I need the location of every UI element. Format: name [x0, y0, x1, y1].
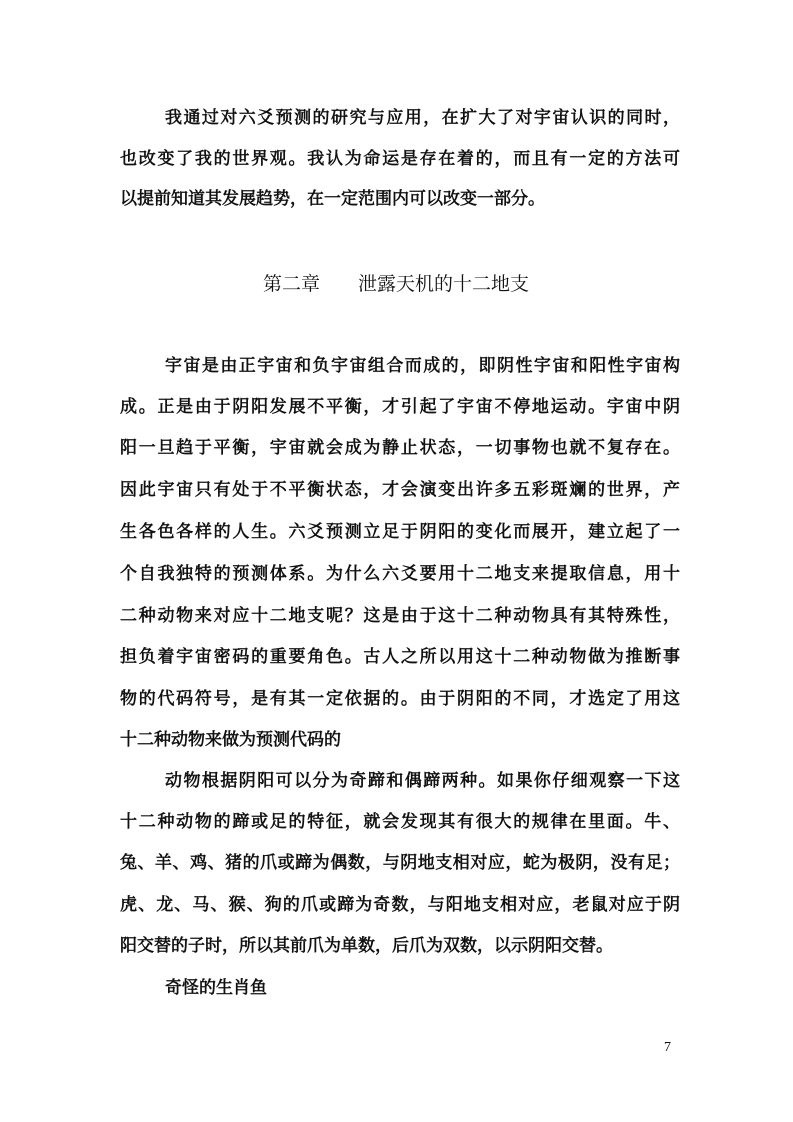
text-line: 生各色各样的人生。六爻预测立足于阴阳的变化而展开，建立起了一 — [120, 522, 680, 542]
chapter-heading — [263, 271, 529, 297]
text-line: 物的代码符号，是有其一定依据的。由于阴阳的不同，才选定了用这 — [120, 689, 680, 709]
text-line: 个自我独特的预测体系。为什么六爻要用十二地支来提取信息，用十 — [120, 564, 680, 584]
text-line: 我通过对六爻预测的研究与应用，在扩大了对宇宙认识的同时， — [165, 108, 680, 128]
text-line: 宇宙是由正宇宙和负宇宙组合而成的，即阴性宇宙和阳性宇宙构 — [165, 356, 680, 376]
text-line: 动物根据阴阳可以分为奇蹄和偶蹄两种。如果你仔细观察一下这 — [165, 771, 680, 791]
text-line: 阳交替的子时，所以其前爪为单数，后爪为双数，以示阴阳交替。 — [120, 936, 613, 956]
text-line: 阳一旦趋于平衡，宇宙就会成为静止状态，一切事物也就不复存在。 — [120, 438, 680, 458]
text-line: 虎、龙、马、猴、狗的爪或蹄为奇数，与阳地支相对应，老鼠对应于阴 — [120, 895, 680, 915]
text-line: 二种动物来对应十二地支呢？这是由于这十二种动物具有其特殊性， — [120, 606, 680, 626]
chapter-title: 泄露天机的十二地支 — [358, 273, 530, 295]
text-line: 也改变了我的世界观。我认为命运是存在着的，而且有一定的方法可 — [120, 149, 680, 169]
page-number: 7 — [664, 1040, 671, 1055]
text-line: 十二种动物来做为预测代码的 — [120, 730, 341, 750]
text-line: 成。正是由于阴阳发展不平衡，才引起了宇宙不停地运动。宇宙中阴 — [120, 397, 680, 417]
chapter-number: 第二章 — [263, 273, 321, 295]
section-heading: 奇怪的生肖鱼 — [165, 978, 267, 998]
text-line: 以提前知道其发展趋势，在一定范围内可以改变一部分。 — [120, 189, 545, 209]
text-line: 担负着宇宙密码的重要角色。古人之所以用这十二种动物做为推断事 — [120, 647, 680, 667]
text-line: 十二种动物的蹄或足的特征，就会发现其有很大的规律在里面。牛、 — [120, 812, 680, 832]
text-line: 因此宇宙只有处于不平衡状态，才会演变出许多五彩斑斓的世界，产 — [120, 480, 680, 500]
text-line: 兔、羊、鸡、猪的爪或蹄为偶数，与阴地支相对应，蛇为极阴，没有足； — [120, 853, 680, 873]
